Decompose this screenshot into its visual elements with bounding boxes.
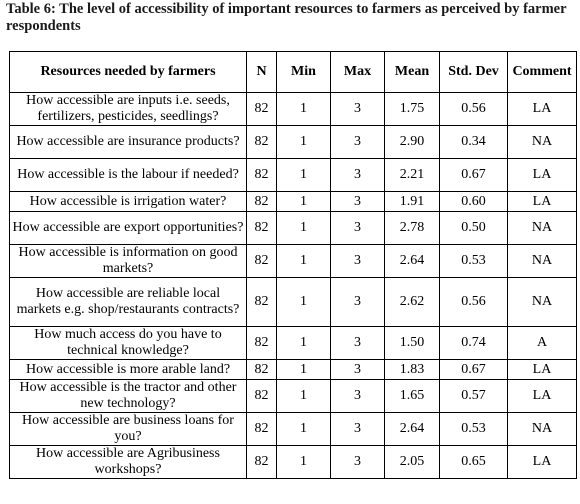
cell-min: 1 (277, 159, 331, 192)
table-caption: Table 6: The level of accessibility of important resources to farmers as perceived by farmer respondents (6, 1, 567, 34)
table-header-row (10, 52, 577, 93)
cell-min: 1 (277, 192, 331, 212)
cell-resource: How accessible is the tractor and other new technology? (10, 380, 247, 413)
cell-std-dev: 0.67 (440, 360, 508, 380)
cell-min: 1 (277, 278, 331, 327)
cell-min: 1 (277, 327, 331, 360)
cell-resource: How accessible are business loans for you? (10, 413, 247, 446)
table-row (10, 126, 577, 159)
cell-n: 82 (247, 212, 277, 245)
cell-mean: 2.05 (385, 446, 440, 479)
cell-std-dev: 0.53 (440, 245, 508, 278)
cell-mean: 1.65 (385, 380, 440, 413)
cell-min: 1 (277, 93, 331, 126)
cell-std-dev: 0.67 (440, 159, 508, 192)
cell-resource: How accessible are reliable local markets e.g. shop/restaurants contracts? (10, 278, 247, 327)
cell-comment: NA (508, 126, 577, 159)
cell-mean: 2.21 (385, 159, 440, 192)
cell-std-dev: 0.74 (440, 327, 508, 360)
table-row (10, 212, 577, 245)
cell-std-dev: 0.60 (440, 192, 508, 212)
table-row (10, 278, 577, 327)
cell-mean: 1.91 (385, 192, 440, 212)
cell-max: 3 (331, 446, 385, 479)
table-row (10, 327, 577, 360)
header-resources: Resources needed by farmers (10, 52, 247, 93)
cell-max: 3 (331, 192, 385, 212)
cell-comment: NA (508, 212, 577, 245)
cell-resource: How accessible are insurance products? (10, 126, 247, 159)
cell-min: 1 (277, 126, 331, 159)
cell-min: 1 (277, 380, 331, 413)
cell-comment: NA (508, 278, 577, 327)
cell-mean: 2.62 (385, 278, 440, 327)
cell-mean: 2.64 (385, 245, 440, 278)
cell-comment: NA (508, 413, 577, 446)
cell-n: 82 (247, 360, 277, 380)
cell-resource: How accessible is more arable land? (10, 360, 247, 380)
cell-mean: 1.75 (385, 93, 440, 126)
cell-comment: LA (508, 360, 577, 380)
cell-std-dev: 0.34 (440, 126, 508, 159)
cell-resource: How accessible is irrigation water? (10, 192, 247, 212)
cell-std-dev: 0.56 (440, 278, 508, 327)
cell-mean: 2.64 (385, 413, 440, 446)
cell-std-dev: 0.53 (440, 413, 508, 446)
cell-resource: How much access do you have to technical knowledge? (10, 327, 247, 360)
header-min: Min (277, 52, 331, 93)
table-row (10, 446, 577, 479)
header-std-dev: Std. Dev (440, 52, 508, 93)
table-row (10, 413, 577, 446)
cell-n: 82 (247, 126, 277, 159)
cell-mean: 1.50 (385, 327, 440, 360)
cell-n: 82 (247, 192, 277, 212)
cell-max: 3 (331, 360, 385, 380)
cell-n: 82 (247, 413, 277, 446)
cell-max: 3 (331, 278, 385, 327)
cell-max: 3 (331, 327, 385, 360)
table-row (10, 360, 577, 380)
cell-min: 1 (277, 413, 331, 446)
cell-std-dev: 0.57 (440, 380, 508, 413)
cell-comment: NA (508, 245, 577, 278)
cell-n: 82 (247, 380, 277, 413)
cell-n: 82 (247, 93, 277, 126)
cell-min: 1 (277, 446, 331, 479)
cell-n: 82 (247, 327, 277, 360)
cell-comment: LA (508, 380, 577, 413)
cell-std-dev: 0.56 (440, 93, 508, 126)
accessibility-table (9, 51, 577, 479)
cell-max: 3 (331, 159, 385, 192)
cell-max: 3 (331, 126, 385, 159)
header-mean: Mean (385, 52, 440, 93)
cell-comment: LA (508, 446, 577, 479)
cell-min: 1 (277, 212, 331, 245)
cell-mean: 2.78 (385, 212, 440, 245)
cell-n: 82 (247, 159, 277, 192)
cell-n: 82 (247, 245, 277, 278)
cell-max: 3 (331, 413, 385, 446)
header-comment: Comment (508, 52, 577, 93)
cell-resource: How accessible is information on good markets? (10, 245, 247, 278)
cell-std-dev: 0.65 (440, 446, 508, 479)
cell-max: 3 (331, 212, 385, 245)
cell-comment: LA (508, 192, 577, 212)
cell-resource: How accessible is the labour if needed? (10, 159, 247, 192)
cell-comment: A (508, 327, 577, 360)
cell-comment: LA (508, 93, 577, 126)
cell-max: 3 (331, 245, 385, 278)
table-row (10, 380, 577, 413)
cell-resource: How accessible are export opportunities? (10, 212, 247, 245)
cell-mean: 1.83 (385, 360, 440, 380)
cell-min: 1 (277, 245, 331, 278)
cell-mean: 2.90 (385, 126, 440, 159)
cell-n: 82 (247, 446, 277, 479)
table-row (10, 192, 577, 212)
cell-n: 82 (247, 278, 277, 327)
header-max: Max (331, 52, 385, 93)
cell-resource: How accessible are Agribusiness workshops? (10, 446, 247, 479)
cell-min: 1 (277, 360, 331, 380)
table-row (10, 245, 577, 278)
cell-std-dev: 0.50 (440, 212, 508, 245)
cell-comment: LA (508, 159, 577, 192)
table-row (10, 93, 577, 126)
header-n: N (247, 52, 277, 93)
cell-resource: How accessible are inputs i.e. seeds, fertilizers, pesticides, seedlings? (10, 93, 247, 126)
cell-max: 3 (331, 93, 385, 126)
cell-max: 3 (331, 380, 385, 413)
table-row (10, 159, 577, 192)
